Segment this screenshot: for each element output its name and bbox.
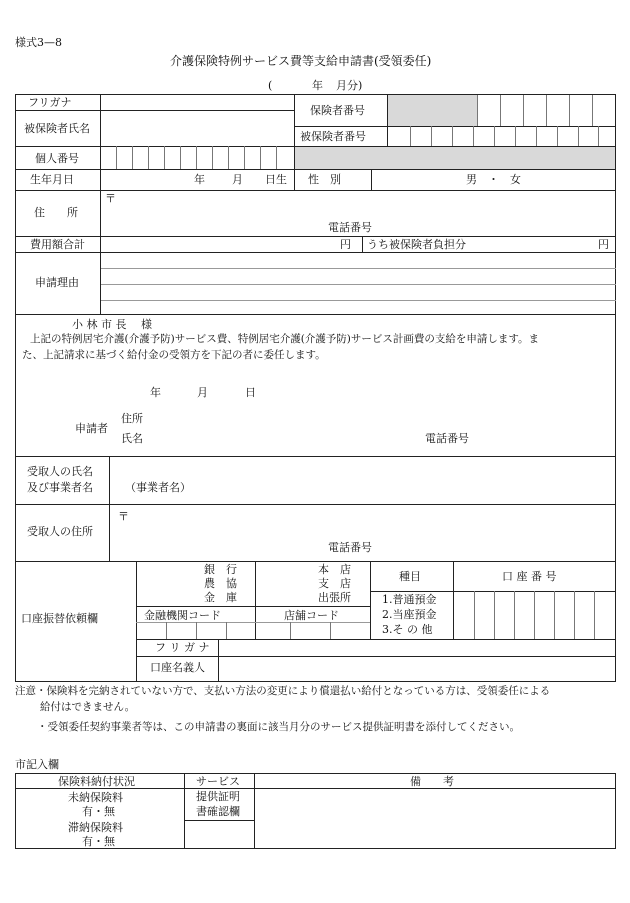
recipient-name-label-1: 受取人の氏名 bbox=[27, 465, 93, 478]
note-line-2: 給付はできません。 bbox=[40, 701, 136, 713]
birth-date-label: 生年月日 bbox=[30, 173, 74, 186]
kind-ordinary[interactable]: 1.普通預金 bbox=[382, 593, 437, 606]
birth-day-unit: 日生 bbox=[265, 173, 287, 186]
form-title: 介護保険特例サービス費等支給申請書(受領委任) bbox=[170, 54, 432, 68]
declaration-line-1: 上記の特例居宅介護(介護予防)サービス費、特例居宅介護(介護予防)サービス計画費の支給を申請します。ま bbox=[30, 333, 540, 345]
remarks-header: 備 考 bbox=[410, 775, 454, 788]
birth-month-unit: 月 bbox=[232, 173, 243, 186]
total-cost-yen: 円 bbox=[340, 238, 351, 251]
period-year: 年 bbox=[312, 79, 323, 92]
phone-label: 電話番号 bbox=[328, 221, 372, 234]
recipient-phone-label: 電話番号 bbox=[328, 541, 372, 554]
declaration-line-2: た、上記請求に基づく給付金の受領方を下記の者に委任します。 bbox=[22, 349, 326, 361]
institution-type-credit[interactable]: 金 庫 bbox=[204, 591, 237, 604]
insurer-number-label: 保険者番号 bbox=[310, 104, 365, 117]
postal-mark: 〒 bbox=[105, 192, 116, 205]
addressee: 小 林 市 長 様 bbox=[72, 318, 152, 331]
recipient-postal-mark: 〒 bbox=[118, 510, 129, 523]
furigana-label: フリガナ bbox=[28, 96, 72, 109]
city-section-title: 市記入欄 bbox=[15, 758, 59, 771]
copay-yen: 円 bbox=[598, 238, 609, 251]
service-confirm-header-1: サービス bbox=[196, 775, 240, 788]
period-open: ( bbox=[268, 79, 273, 92]
insured-number-label: 被保険者番号 bbox=[300, 130, 366, 143]
institution-type-agri[interactable]: 農 協 bbox=[204, 577, 237, 590]
recipient-name-label-2: 及び事業者名 bbox=[27, 481, 93, 494]
branch-code-label: 店舗コード bbox=[284, 609, 339, 622]
account-kind-header: 種目 bbox=[399, 570, 421, 583]
declaration-year: 年 bbox=[150, 386, 161, 399]
bank-section-label: 口座振替依頼欄 bbox=[21, 612, 98, 625]
personal-number-label: 個人番号 bbox=[35, 152, 79, 165]
gender-label: 性 別 bbox=[308, 173, 341, 186]
applicant-address-label: 住所 bbox=[121, 412, 143, 425]
form-number: 様式3—8 bbox=[15, 36, 62, 49]
reason-label: 申請理由 bbox=[35, 276, 79, 289]
branch-type-branch[interactable]: 支 店 bbox=[318, 577, 351, 590]
kind-current[interactable]: 2.当座預金 bbox=[382, 608, 437, 621]
unpaid-premium-options[interactable]: 有・無 bbox=[82, 805, 115, 818]
declaration-month: 月 bbox=[197, 386, 208, 399]
arrears-premium-options[interactable]: 有・無 bbox=[82, 835, 115, 848]
recipient-business-name: （事業者名） bbox=[125, 481, 191, 494]
applicant-name-label: 氏名 bbox=[121, 432, 143, 445]
recipient-address-label: 受取人の住所 bbox=[27, 525, 93, 538]
total-cost-label: 費用額合計 bbox=[30, 238, 85, 251]
personal-number-shade bbox=[294, 146, 615, 169]
branch-type-head[interactable]: 本 店 bbox=[318, 563, 351, 576]
address-label: 住 所 bbox=[34, 206, 78, 219]
note-line-3: ・受領委任契約事業者等は、この申請書の裏面に該当月分のサービス提供証明書を添付してください。 bbox=[37, 721, 520, 733]
unpaid-premium-label: 未納保険料 bbox=[68, 791, 123, 804]
institution-code-label: 金融機関コード bbox=[144, 609, 221, 622]
service-confirm-header-2: 提供証明 bbox=[196, 790, 240, 803]
institution-type-bank[interactable]: 銀 行 bbox=[204, 563, 237, 576]
insurer-number-shade bbox=[388, 95, 477, 126]
account-number-header: 口 座 番 号 bbox=[502, 570, 557, 583]
birth-year-unit: 年 bbox=[194, 173, 205, 186]
account-holder-label: 口座名義人 bbox=[150, 661, 205, 674]
service-confirm-header-3: 書確認欄 bbox=[196, 805, 240, 818]
note-line-1: 注意・保険料を完納されていない方で、支払い方法の変更により償還払い給付となっている方は、受領委任による bbox=[15, 685, 551, 697]
kind-other[interactable]: 3.そ の 他 bbox=[382, 623, 433, 636]
declaration-day: 日 bbox=[245, 386, 256, 399]
applicant-phone-label: 電話番号 bbox=[425, 432, 469, 445]
holder-furigana-label: フ リ ガ ナ bbox=[155, 641, 210, 654]
insured-name-label: 被保険者氏名 bbox=[24, 122, 90, 135]
period-month: 月分) bbox=[336, 79, 363, 92]
gender-options[interactable]: 男 ・ 女 bbox=[466, 173, 521, 186]
applicant-label: 申請者 bbox=[75, 422, 108, 435]
premium-status-header: 保険料納付状況 bbox=[58, 775, 135, 788]
copay-label: うち被保険者負担分 bbox=[367, 238, 466, 251]
arrears-premium-label: 滞納保険料 bbox=[68, 821, 123, 834]
branch-type-office[interactable]: 出張所 bbox=[318, 591, 351, 604]
